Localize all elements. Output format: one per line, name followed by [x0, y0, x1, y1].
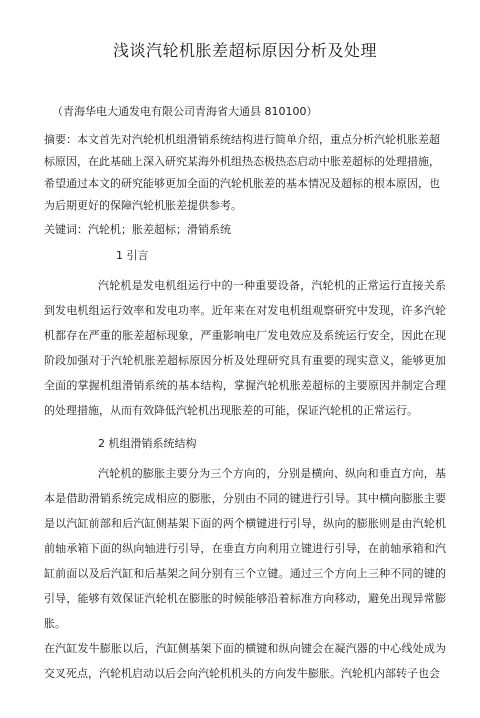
affiliation: （青海华电大通发电有限公司青海省大通县 810100）: [52, 105, 318, 118]
section-heading-slide-system: 2 机组滑销系统结构: [98, 437, 197, 450]
keywords: 关键词：汽轮机；胀差超标；滑销系统: [44, 223, 231, 236]
document-title: 浅谈汽轮机胀差超标原因分析及处理: [112, 41, 377, 60]
paragraph-cylinder: 在汽缸发牛膨胀以后，汽缸侧基架下面的横键和纵向键会在凝汽器的中心线处成为交叉死点，汽轮机启动以后会向汽轮机机头的方向发牛膨胀。汽轮机内部转子也会: [44, 642, 446, 680]
paragraph-introduction: 汽轮机是发电机组运行中的一种重要设备，汽轮机的正常运行直接关系到发电机组运行效率和发电功率。近年来在对发电机组观察研究中发现，许多汽轮机都存在严重的胀差超标现象，严重影响电厂发电效应及系统运行安全，因此在现阶段加强对于汽轮机胀差超标原因分析及处理研究具有重要的现实意义，能够更加全面的掌握机组滑销系统的基本结构，掌握汽轮机胀差超标的主要原因并制定合理的处理措施，从而有效降低汽轮机出现胀差的可能，保证汽轮机的正常运行。: [44, 279, 446, 417]
paragraph-expansion: 汽轮机的膨胀主要分为三个方向的，分别是横向、纵向和垂直方向，基本是借助滑销系统完成相应的膨胀，分别由不同的键进行引导。其中横向膨胀主要是以汽缸前部和后汽缸侧基架下面的两个横键进行引导，纵向的膨胀则是由汽轮机前轴承箱下面的纵向轴进行引导，在垂直方向利用立键进行引导，在前轴承箱和汽缸前面以及后汽缸和后基架之间分别有三个立键。通过三个方向上三种不同的键的引导，能够有效保证汽轮机在膨胀的时候能够沿着标准方向移动，避免出现异常膨胀。: [44, 467, 446, 630]
section-heading-introduction: 1 引言: [116, 249, 149, 262]
document-page: [0, 38, 480, 718]
abstract: 摘要：本文首先对汽轮机机组滑销系统结构进行简单介绍，重点分析汽轮机胀差超标原因，在此基础上深入研究某海外机组热态极热态启动中胀差超标的处理措施，希望通过本文的研究能够更加全面的汽轮机胀差的基本情况及超标的根本原因，也为后期更好的保障汽轮机胀差提供参考。: [44, 133, 440, 212]
